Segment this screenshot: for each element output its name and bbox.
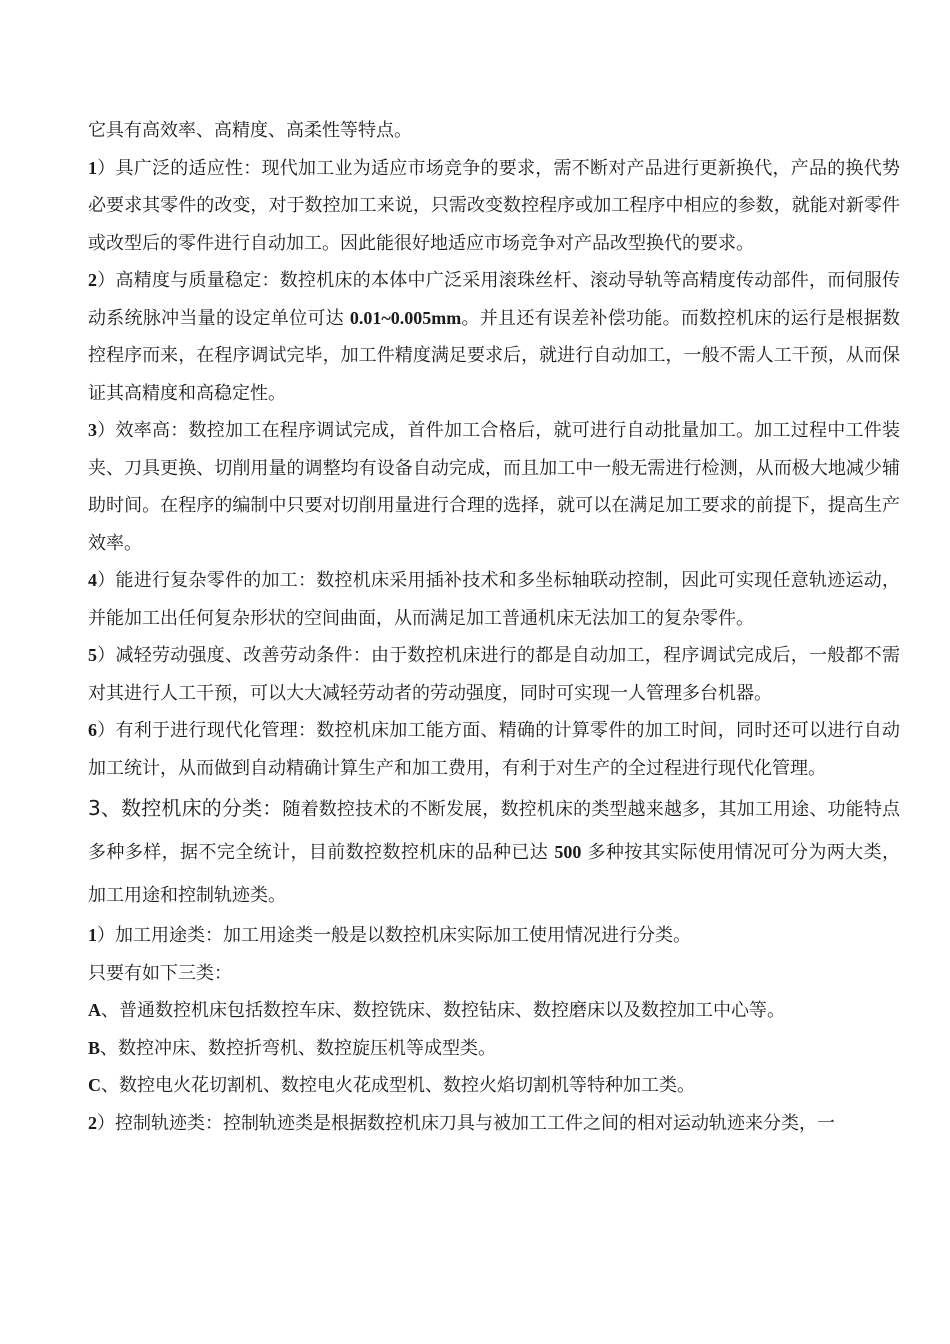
class-item-2: [88, 1105, 900, 1143]
intro-paragraph: [88, 112, 900, 150]
item-text-continued: 。并且还有误差补偿功能。而数控机床的运行是根据数控程序而来，在程序调试完毕，加工件精度满足要求后，就进行自动加工，一般不需人工干预，从而保证其高精度和高稳定性。: [88, 307, 900, 404]
item-text: ）控制轨迹类：控制轨迹类是根据数控机床刀具与被加工工件之间的相对运动轨迹来分类，一: [97, 1112, 835, 1134]
item-text: ）高精度与质量稳定：数控机床的本体中广泛采用滚珠丝杆、滚动导轨等高精度传动部件，而伺服传动系统脉冲当量的设定单位可达: [88, 270, 900, 329]
item-number: 5: [88, 645, 97, 665]
feature-item-5: [88, 637, 900, 712]
type-item-c: [88, 1067, 900, 1105]
type-item-b: [88, 1030, 900, 1068]
section-3-paragraph: [88, 787, 900, 917]
feature-item-4: [88, 562, 900, 637]
three-types-line: [88, 955, 900, 993]
item-text: ）具广泛的适应性：现代加工业为适应市场竞争的要求，需不断对产品进行更新换代，产品的换代势必要求其零件的改变，对于数控加工来说，只需改变数控程序或加工程序中相应的参数，就能对新零件或改型后的零件进行自动加工。因此能很好地适应市场竞争对产品改型换代的要求。: [88, 157, 900, 254]
item-text: ）能进行复杂零件的加工：数控机床采用插补技术和多坐标轴联动控制，因此可实现任意轨迹运动，并能加工出任何复杂形状的空间曲面，从而满足加工普通机床无法加工的复杂零件。: [88, 570, 900, 629]
section-text-continued: 多种按其实际使用情况可分为两大类，加工用途和控制轨迹类。: [88, 842, 900, 906]
item-text: ）减轻劳动强度、改善劳动条件：由于数控机床进行的都是自动加工，程序调试完成后，一般都不需对其进行人工干预，可以大大减轻劳动者的劳动强度，同时可实现一人管理多台机器。: [88, 645, 900, 704]
section-heading: 3、数控机床的分类：: [88, 796, 283, 820]
item-text: ）效率高：数控加工在程序调试完成，首件加工合格后，就可进行自动批量加工。加工过程中工件装夹、刀具更换、切削用量的调整均有设备自动完成，而且加工中一般无需进行检测，从而极大地减少辅助时间。在程序的编制中只要对切削用量进行合理的选择，就可以在满足加工要求的前提下，提高生产效率。: [88, 420, 900, 554]
item-number: 2: [88, 270, 97, 290]
item-number: 1: [88, 925, 97, 945]
feature-item-6: [88, 712, 900, 787]
section-text: 随着数控技术的不断发展，数控机床的类型越来越多，其加工用途、功能特点多种多样，据不完全统计，目前数控数控机床的品种已达: [88, 799, 900, 863]
type-letter: A: [88, 1000, 101, 1020]
item-number: 6: [88, 720, 97, 740]
feature-item-2: [88, 262, 900, 412]
type-text: 、数控电火花切割机、数控电火花成型机、数控火焰切割机等特种加工类。: [101, 1075, 695, 1096]
item-text: ）加工用途类：加工用途类一般是以数控机床实际加工使用情况进行分类。: [97, 925, 691, 946]
type-letter: B: [88, 1037, 101, 1058]
feature-item-3: [88, 412, 900, 562]
item-text: ）有利于进行现代化管理：数控机床加工能方面、精确的计算零件的加工时间，同时还可以进行自动加工统计，从而做到自动精确计算生产和加工费用，有利于对生产的全过程进行现代化管理。: [88, 720, 900, 779]
type-text: 、普通数控机床包括数控车床、数控铣床、数控钻床、数控磨床以及数控加工中心等。: [101, 1000, 785, 1021]
variety-count: 500: [554, 842, 582, 862]
precision-value: 0.01~0.005mm: [349, 307, 462, 328]
feature-item-1: [88, 150, 900, 263]
item-number: 1: [88, 157, 97, 178]
class-item-1: [88, 917, 900, 955]
item-number: 4: [88, 570, 97, 590]
intro-text: 它具有高效率、高精度、高柔性等特点。: [88, 120, 412, 141]
document-body: [88, 112, 900, 1142]
item-number: 3: [88, 420, 97, 440]
type-letter: C: [88, 1075, 101, 1095]
item-number: 2: [88, 1112, 97, 1133]
type-item-a: [88, 992, 900, 1030]
type-text: 、数控冲床、数控折弯机、数控旋压机等成型类。: [100, 1037, 497, 1059]
three-types-text: 只要有如下三类：: [88, 962, 232, 984]
